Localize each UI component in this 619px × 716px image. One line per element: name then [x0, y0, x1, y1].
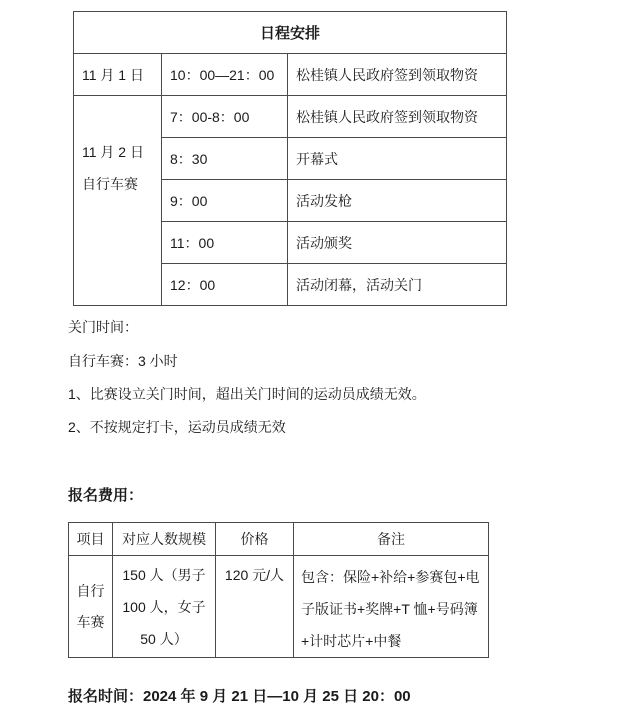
fee-header-event: 项目 — [69, 523, 113, 556]
schedule-title-row — [74, 12, 507, 54]
day2-date-line1: 11 月 2 日 — [82, 144, 144, 160]
fee-event-line1: 自行 — [76, 582, 105, 599]
fee-remark-cell: 包含：保险+补给+参赛包+电子版证书+奖牌+T 恤+号码簿+计时芯片+中餐 — [294, 556, 489, 658]
day2-time-cell: 12：00 — [162, 264, 288, 306]
day2-time-cell: 11：00 — [162, 222, 288, 264]
schedule-title: 日程安排 — [74, 12, 507, 54]
day2-time-cell: 7：00-8：00 — [162, 96, 288, 138]
day2-activity-cell: 活动闭幕，活动关门 — [288, 264, 507, 306]
day2-activity-cell: 活动颁奖 — [288, 222, 507, 264]
day2-date-line2: 自行车赛 — [82, 176, 138, 192]
cutoff-value: 自行车赛：3 小时 — [68, 353, 178, 369]
fee-price-cell: 120 元/人 — [216, 556, 294, 658]
day2-activity-cell: 开幕式 — [288, 138, 507, 180]
cutoff-rule-2: 2、不按规定打卡，运动员成绩无效 — [68, 419, 286, 435]
fee-header-row — [69, 523, 489, 556]
fee-header-price: 价格 — [216, 523, 294, 556]
fee-header-scale: 对应人数规模 — [113, 523, 216, 556]
registration-time: 报名时间：2024 年 9 月 21 日—10 月 25 日 20：00 — [68, 688, 411, 705]
fee-header-remark: 备注 — [294, 523, 489, 556]
cutoff-heading: 关门时间： — [68, 319, 138, 335]
schedule-row-day1 — [74, 54, 507, 96]
fee-event-line2: 车赛 — [76, 613, 105, 630]
day2-time-cell: 9：00 — [162, 180, 288, 222]
day2-date-cell — [74, 96, 162, 306]
fee-data-row — [69, 556, 489, 658]
cutoff-rule-1: 1、比赛设立关门时间，超出关门时间的运动员成绩无效。 — [68, 386, 426, 402]
fee-event-cell — [69, 556, 113, 658]
day2-activity-cell: 活动发枪 — [288, 180, 507, 222]
fee-heading: 报名费用： — [68, 487, 144, 504]
day2-activity-cell: 松桂镇人民政府签到领取物资 — [288, 96, 507, 138]
day2-time-cell: 8：30 — [162, 138, 288, 180]
day1-activity-cell: 松桂镇人民政府签到领取物资 — [288, 54, 507, 96]
fee-table — [68, 522, 489, 658]
day1-date-cell: 11 月 1 日 — [74, 54, 162, 96]
day1-time-cell: 10：00—21：00 — [162, 54, 288, 96]
fee-scale-cell: 150 人（男子 100 人，女子 50 人） — [113, 556, 216, 658]
schedule-table — [73, 11, 507, 306]
schedule-row-day2-1 — [74, 96, 507, 138]
